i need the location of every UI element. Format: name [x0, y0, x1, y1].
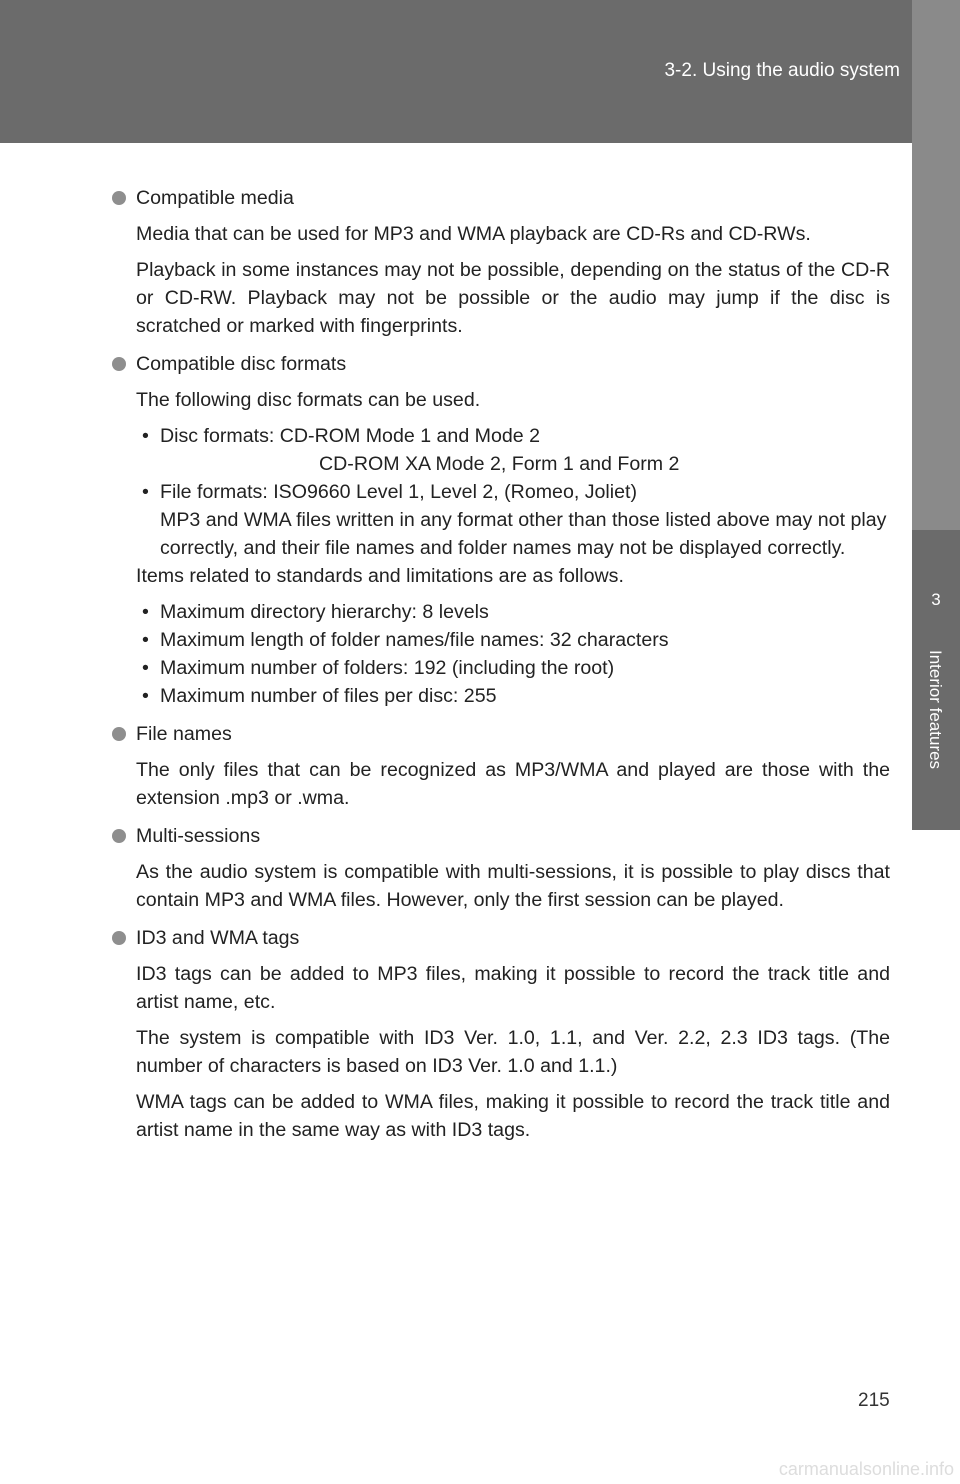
paragraph: The system is compatible with ID3 Ver. 1.0, 1.1, and Ver. 2.2, 2.3 ID3 tags. (The number of characters is based on ID3 Ver. 1.0 and 1.1.) — [136, 1027, 890, 1077]
section-heading: ID3 and WMA tags — [96, 924, 890, 952]
list-item: • Maximum length of folder names/file names: 32 characters — [142, 629, 669, 651]
section-heading: File names — [96, 720, 890, 748]
bullet-dot-icon — [112, 931, 126, 945]
bullet-dot-icon — [112, 727, 126, 741]
section-title: 3-2. Using the audio system — [664, 60, 900, 81]
list-item: • Maximum number of files per disc: 255 — [142, 685, 497, 707]
format-list — [136, 422, 890, 562]
paragraph: As the audio system is compatible with multi-sessions, it is possible to play discs that contain MP3 and WMA files. However, only the first session can be played. — [136, 861, 890, 911]
section-heading: Compatible disc formats — [96, 350, 890, 378]
section-heading: Multi-sessions — [96, 822, 890, 850]
section-heading: Compatible media — [96, 184, 890, 212]
section-multi-sessions — [96, 822, 890, 914]
chapter-label: Interior features — [926, 650, 945, 770]
bullet-dot-icon — [112, 829, 126, 843]
page-header — [0, 0, 960, 143]
side-tab-top — [912, 0, 960, 530]
list-item-note: MP3 and WMA files written in any format other than those listed above may not play correctly, and their file names and folder names may not be displayed correctly. — [160, 509, 887, 559]
bullet-dot-icon — [112, 191, 126, 205]
list-item: • Disc formats: CD-ROM Mode 1 and Mode 2 — [142, 425, 541, 447]
paragraph: WMA tags can be added to WMA files, making it possible to record the track title and artist name in the same way as with ID3 tags. — [136, 1091, 890, 1141]
limits-list — [136, 598, 890, 710]
section-tags — [96, 924, 890, 1144]
page-number: 215 — [858, 1390, 890, 1411]
list-item: • Maximum directory hierarchy: 8 levels — [142, 601, 489, 623]
section-compatible-media — [96, 184, 890, 340]
paragraph: The following disc formats can be used. — [136, 389, 481, 411]
watermark: carmanualsonline.info — [778, 1459, 954, 1479]
bullet-dot-icon — [112, 357, 126, 371]
chapter-number: 3 — [931, 590, 941, 609]
paragraph: Playback in some instances may not be possible, depending on the status of the CD-R or CD-RW. Playback may not be possible or the audio may jump if the disc is scratched or marked with fingerprints. — [136, 259, 890, 337]
list-item: • File formats: ISO9660 Level 1, Level 2, (Romeo, Joliet) — [142, 481, 637, 503]
page-content — [96, 184, 890, 1154]
section-disc-formats — [96, 350, 890, 710]
list-item: • Maximum number of folders: 192 (including the root) — [142, 657, 615, 679]
chapter-tab — [912, 530, 960, 830]
paragraph: Media that can be used for MP3 and WMA playback are CD-Rs and CD-RWs. — [136, 223, 811, 245]
paragraph: Items related to standards and limitations are as follows. — [136, 565, 624, 587]
paragraph: The only files that can be recognized as MP3/WMA and played are those with the extension .mp3 or .wma. — [136, 759, 890, 809]
list-item-continuation: CD-ROM XA Mode 2, Form 1 and Form 2 — [319, 453, 680, 475]
paragraph: ID3 tags can be added to MP3 files, making it possible to record the track title and artist name, etc. — [136, 963, 890, 1013]
section-file-names — [96, 720, 890, 812]
